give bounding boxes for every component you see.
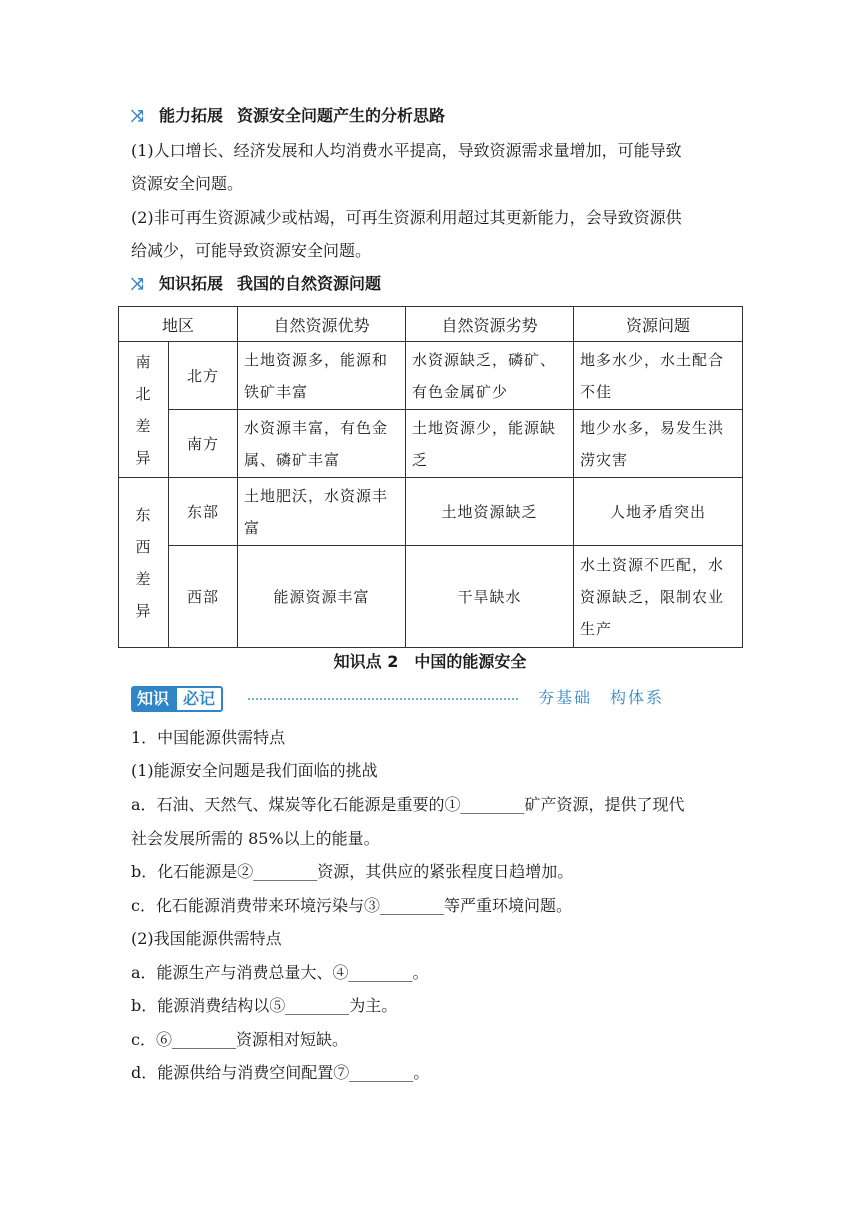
content-line: 1．中国能源供需特点: [131, 728, 286, 747]
content-line: (2)我国能源供需特点: [131, 929, 282, 948]
content-line: d．能源供给与消费空间配置⑦________。: [131, 1063, 430, 1082]
content-line: c．化石能源消费带来环境污染与③________等严重环境问题。: [131, 896, 572, 915]
advantage-cell: 水资源丰富，有色金 属、磷矿丰富: [238, 410, 406, 478]
section-tagline: 夯基础 构体系: [538, 688, 665, 707]
paragraph-line: (1)人口增长、经济发展和人均消费水平提高，导致资源需求量增加，可能导致: [131, 141, 682, 160]
badge-part-b: 必记: [175, 686, 223, 712]
table-row: [119, 342, 743, 410]
problem-cell: 水土资源不匹配，水 资源缺乏，限制农业 生产: [574, 546, 743, 648]
content-line: (1)能源安全问题是我们面临的挑战: [131, 761, 378, 780]
section-heading-ability: [131, 106, 445, 126]
dotted-divider: [248, 698, 518, 700]
knowledge-badge: [131, 686, 223, 712]
disadvantage-cell: 土地资源缺乏: [406, 478, 574, 546]
shuffle-icon: ⤨: [131, 106, 144, 125]
shuffle-icon: ⤨: [131, 274, 144, 293]
paragraph-line: (2)非可再生资源减少或枯竭，可再生资源利用超过其更新能力，会导致资源供: [131, 208, 682, 227]
disadvantage-cell: 土地资源少，能源缺 乏: [406, 410, 574, 478]
resource-problems-table: [118, 306, 743, 648]
disadvantage-cell: 水资源缺乏，磷矿、 有色金属矿少: [406, 342, 574, 410]
advantage-cell: 土地资源多，能源和 铁矿丰富: [238, 342, 406, 410]
header-advantage: 自然资源优势: [238, 307, 406, 342]
advantage-cell: 能源资源丰富: [238, 546, 406, 648]
group-label-north-south: 南 北 差 异: [119, 342, 169, 478]
table-row: [119, 410, 743, 478]
content-line: 社会发展所需的 85%以上的能量。: [131, 829, 380, 848]
region-cell: 西部: [169, 546, 238, 648]
problem-cell: 人地矛盾突出: [574, 478, 743, 546]
region-cell: 北方: [169, 342, 238, 410]
paragraph-line: 给减少，可能导致资源安全问题。: [131, 241, 372, 260]
heading-title: 资源安全问题产生的分析思路: [237, 106, 446, 125]
content-line: b．能源消费结构以⑤________为主。: [131, 996, 398, 1015]
content-line: a．石油、天然气、煤炭等化石能源是重要的①________矿产资源，提供了现代: [131, 795, 685, 814]
knowledge-point-title: 知识点 2 中国的能源安全: [333, 652, 527, 671]
section-heading-knowledge: [131, 274, 381, 294]
problem-cell: 地多水少，水土配合 不佳: [574, 342, 743, 410]
header-region: 地区: [119, 307, 238, 342]
problem-cell: 地少水多，易发生洪 涝灾害: [574, 410, 743, 478]
table-row: [119, 546, 743, 648]
group-label-east-west: 东 西 差 异: [119, 478, 169, 648]
region-cell: 南方: [169, 410, 238, 478]
advantage-cell: 土地肥沃，水资源丰 富: [238, 478, 406, 546]
table-row: [119, 478, 743, 546]
heading-label: 能力拓展: [159, 106, 224, 125]
region-cell: 东部: [169, 478, 238, 546]
disadvantage-cell: 干旱缺水: [406, 546, 574, 648]
heading-title: 我国的自然资源问题: [237, 274, 382, 293]
header-problem: 资源问题: [574, 307, 743, 342]
badge-part-a: 知识: [131, 686, 175, 712]
paragraph-line: 资源安全问题。: [131, 174, 244, 193]
header-disadvantage: 自然资源劣势: [406, 307, 574, 342]
content-line: c．⑥________资源相对短缺。: [131, 1030, 348, 1049]
heading-label: 知识拓展: [159, 274, 224, 293]
table-header-row: [119, 307, 743, 342]
content-line: a．能源生产与消费总量大、④________。: [131, 963, 429, 982]
content-line: b．化石能源是②________资源，其供应的紧张程度日趋增加。: [131, 862, 574, 881]
